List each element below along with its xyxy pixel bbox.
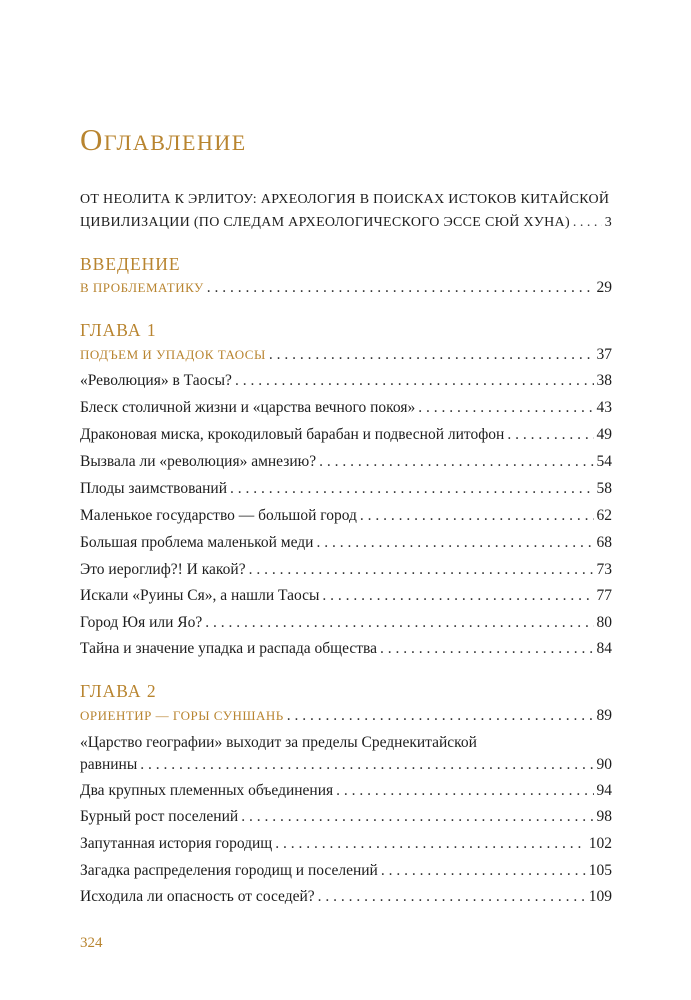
toc-entry[interactable] — [80, 423, 612, 447]
dot-leader — [507, 423, 593, 447]
dot-leader — [249, 558, 594, 582]
dot-leader — [318, 885, 586, 909]
entry-title: Маленькое государство — большой город — [80, 507, 357, 524]
dot-leader — [230, 477, 593, 501]
entry-page: 58 — [596, 480, 612, 497]
dot-leader — [241, 805, 593, 829]
toc-entry[interactable] — [80, 885, 612, 909]
toc-entry[interactable] — [80, 637, 612, 661]
entry-title: Это иероглиф?! И какой? — [80, 561, 246, 578]
toc-entry-chapter2-sub[interactable] — [80, 704, 612, 728]
entry-title: Город Юя или Яо? — [80, 614, 203, 631]
dot-leader — [360, 504, 594, 528]
toc-entry[interactable] — [80, 396, 612, 420]
dot-leader — [573, 211, 602, 235]
entry-title: «Революция» в Таосы? — [80, 372, 232, 389]
entry-page: 73 — [596, 561, 612, 578]
dot-leader — [287, 704, 594, 728]
dot-leader — [269, 343, 594, 367]
entry-page: 37 — [596, 346, 612, 363]
entry-title: Драконовая миска, крокодиловый барабан и подвесной литофон — [80, 426, 505, 443]
entry-title: Вызвала ли «революция» амнезию? — [80, 453, 317, 470]
toc-entry[interactable] — [80, 531, 612, 555]
entry-page: 49 — [596, 426, 612, 443]
dot-leader — [140, 753, 593, 777]
toc-entry[interactable] — [80, 805, 612, 829]
dot-leader — [205, 611, 593, 635]
dot-leader — [336, 779, 593, 803]
entry-title: Плоды заимствований — [80, 480, 228, 497]
entry-page: 80 — [596, 614, 612, 631]
page-number: 324 — [80, 935, 103, 951]
entry-page: 62 — [596, 507, 612, 524]
toc-entry[interactable] — [80, 779, 612, 803]
toc-entry-introduction-sub[interactable] — [80, 276, 612, 300]
dot-leader — [380, 637, 593, 661]
entry-page: 102 — [588, 835, 612, 852]
toc-entry[interactable] — [80, 584, 612, 608]
entry-page: 77 — [596, 587, 612, 604]
toc-entry[interactable] — [80, 369, 612, 393]
entry-page: 29 — [596, 279, 612, 296]
entry-title: Тайна и значение упадка и распада общества — [80, 640, 378, 657]
toc-entry-line-1: «Царство географии» выходит за пределы Среднекитайской — [80, 734, 477, 751]
entry-title: ОРИЕНТИР — ГОРЫ СУНШАНЬ — [80, 708, 284, 723]
dot-leader — [418, 396, 593, 420]
dot-leader — [207, 276, 594, 300]
dot-leader — [322, 584, 593, 608]
entry-page: 89 — [596, 707, 612, 724]
entry-title: ПОДЪЕМ И УПАДОК ТАОСЫ — [80, 347, 266, 362]
dot-leader — [235, 369, 594, 393]
entry-page: 90 — [596, 756, 612, 773]
toc-entry[interactable] — [80, 504, 612, 528]
entry-title: Бурный рост поселений — [80, 808, 239, 825]
toc-entry[interactable] — [80, 611, 612, 635]
toc-entry[interactable] — [80, 832, 612, 856]
toc-entry-intro[interactable] — [80, 211, 612, 235]
entry-title: Два крупных племенных объединения — [80, 782, 334, 799]
entry-title: Большая проблема маленькой меди — [80, 534, 314, 551]
entry-page: 84 — [596, 640, 612, 657]
entry-page: 68 — [596, 534, 612, 551]
entry-page: 98 — [596, 808, 612, 825]
chapter1-heading: ГЛАВА 1 — [80, 320, 157, 340]
entry-page: 105 — [588, 862, 612, 879]
toc-entry-multiline[interactable] — [80, 753, 612, 777]
dot-leader — [381, 859, 586, 883]
entry-page: 109 — [588, 888, 612, 905]
chapter2-heading: ГЛАВА 2 — [80, 681, 157, 701]
toc-entry[interactable] — [80, 450, 612, 474]
entry-title: Блеск столичной жизни и «царства вечного покоя» — [80, 399, 416, 416]
dot-leader — [275, 832, 586, 856]
toc-title: Оглавление — [80, 122, 247, 157]
entry-page: 94 — [596, 782, 612, 799]
entry-title: В ПРОБЛЕМАТИКУ — [80, 280, 204, 295]
dot-leader — [316, 531, 593, 555]
entry-page: 43 — [596, 399, 612, 416]
introduction-heading: ВВЕДЕНИЕ — [80, 254, 181, 274]
entry-title: Исходила ли опасность от соседей? — [80, 888, 315, 905]
entry-title: Запутанная история городищ — [80, 835, 273, 852]
toc-entry-chapter1-sub[interactable] — [80, 343, 612, 367]
dot-leader — [319, 450, 593, 474]
toc-entry[interactable] — [80, 859, 612, 883]
toc-entry[interactable] — [80, 477, 612, 501]
entry-title: равнины — [80, 756, 138, 773]
entry-title: ЦИВИЛИЗАЦИИ (ПО СЛЕДАМ АРХЕОЛОГИЧЕСКОГО ЭССЕ СЮЙ ХУНА) — [80, 215, 570, 230]
intro-line-1: ОТ НЕОЛИТА К ЭРЛИТОУ: АРХЕОЛОГИЯ В ПОИСКАХ ИСТОКОВ КИТАЙСКОЙ — [80, 192, 610, 207]
entry-page: 54 — [596, 453, 612, 470]
toc-entry[interactable] — [80, 558, 612, 582]
entry-title: Загадка распределения городищ и поселений — [80, 862, 378, 879]
entry-page: 38 — [596, 372, 612, 389]
entry-title: Искали «Руины Ся», а нашли Таосы — [80, 587, 320, 604]
entry-page: 3 — [604, 215, 612, 230]
